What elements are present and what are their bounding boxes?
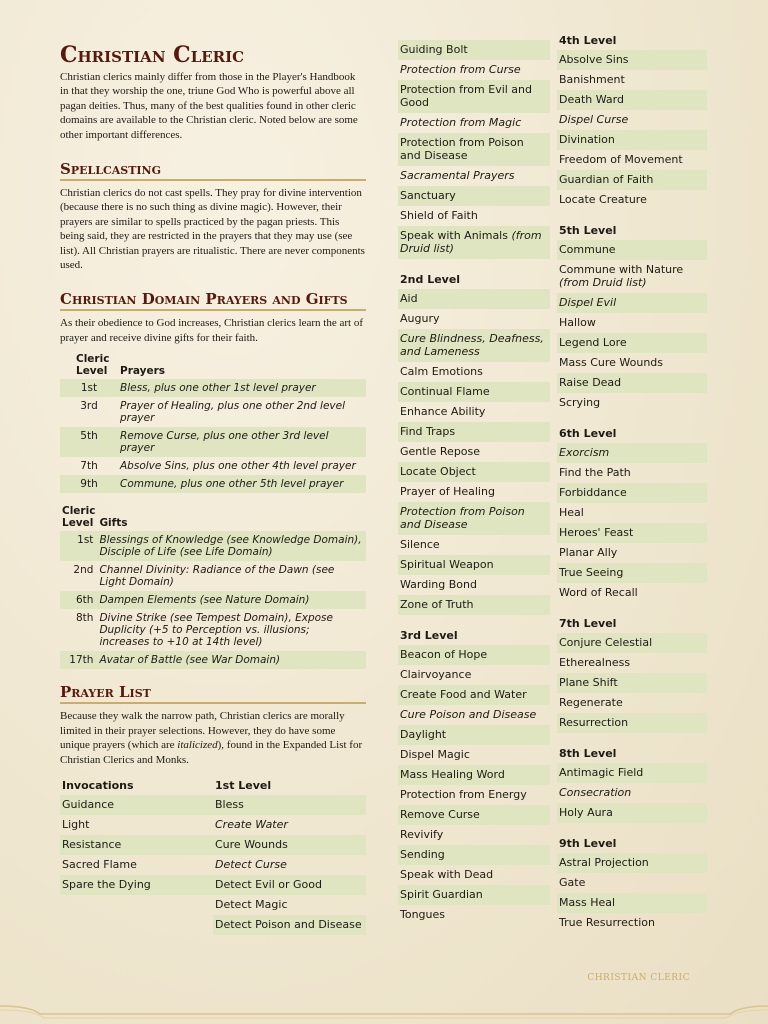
level7-list [557,617,707,733]
gifts-col-gifts: Gifts [99,517,128,530]
prayer-item-note: (from Druid list) [559,276,647,289]
level2-list [398,273,550,615]
column-3 [557,34,707,947]
prayer-item: Detect Magic [215,897,288,911]
prayer-list-text-italic: italicized [177,739,218,752]
prayer-item: Protection from Evil and Good [398,80,550,113]
gift-row [60,531,366,561]
prayer-lists [60,779,366,935]
prayer-item: Aid [398,289,550,309]
prayer-item: Zone of Truth [398,595,550,615]
prayer-item: Scrying [559,396,601,409]
prayer-item: Augury [400,312,440,325]
prayer-item: Hallow [559,316,596,329]
prayer-item: Detect Poison and Disease [213,915,366,935]
prayer-item: Detect Evil or Good [213,875,366,895]
prayer-item: Find Traps [398,422,550,442]
gift-level: 8th [75,612,94,625]
spellcasting-heading: Spellcasting [60,160,366,181]
gift-level: 2nd [73,564,94,577]
prayer-item: Protection from Energy [400,788,527,801]
spellcasting-text: Christian clerics do not cast spells. They pray for divine intervention (because there is no such thing as divine magic). However, their prayers are similar to spells practiced by the pagan priests. This being said, they are restricted in the prayers that they may use (see list). All Christian prayers are ritualistic. There are never components used. [60,187,365,272]
gift-text: Divine Strike (see Tempest Domain), Expose Duplicity (+5 to Perception vs. illusions; increases to +10 at 14th level) [99,612,333,649]
prayer-list-text [60,709,366,767]
prayer-item: Divination [557,130,707,150]
prayer-level: 7th [80,460,98,473]
prayer-item: Guiding Bolt [398,40,550,60]
prayers-col-level: Cleric Level [76,353,110,378]
prayer-item: Guardian of Faith [557,170,707,190]
prayer-item: Mass Heal [557,893,707,913]
prayer-item: Locate Creature [559,193,647,206]
prayer-item: Locate Object [398,462,550,482]
prayer-item: Calm Emotions [400,365,483,378]
prayer-item: Commune with Nature (from Druid list) [559,263,684,289]
gifts-col-level: Cleric Level [62,505,96,530]
prayer-item: Absolve Sins [557,50,707,70]
prayer-item: Dispel Evil [557,293,707,313]
prayer-item: Spirit Guardian [398,885,550,905]
prayer-item: Clairvoyance [400,668,472,681]
prayer-item: Regenerate [559,696,623,709]
list-heading: 8th Level [559,747,617,760]
prayer-item: Bless [213,795,366,815]
prayer-item: Heroes' Feast [557,523,707,543]
list-heading: 4th Level [559,34,617,47]
prayer-item: Resurrection [557,713,707,733]
prayer-item: Planar Ally [559,546,618,559]
prayer-item: Sanctuary [398,186,550,206]
domain-heading: Christian Domain Prayers and Gifts [60,290,366,311]
prayer-item: Beacon of Hope [398,645,550,665]
prayer-text: Bless, plus one other 1st level prayer [120,379,366,397]
prayer-item: Continual Flame [398,382,550,402]
level9-list [557,837,707,933]
prayer-item: Cure Poison and Disease [400,708,537,721]
level1-continued-list [398,40,550,259]
list-heading: 3rd Level [400,629,458,642]
prayer-item: Shield of Faith [400,209,478,222]
gift-row [60,591,366,609]
level3-list [398,629,550,925]
prayer-item: Sending [398,845,550,865]
prayer-item: True Seeing [557,563,707,583]
prayer-item: Speak with Animals (from Druid list) [398,226,550,259]
prayer-item: Protection from Poison and Disease [398,502,550,535]
prayer-item: Spare the Dying [60,875,213,895]
prayer-item: Legend Lore [557,333,707,353]
prayer-level: 5th [60,427,120,457]
list-heading: 9th Level [559,837,617,850]
prayer-item: Sacramental Prayers [400,169,515,182]
prayer-item: Daylight [398,725,550,745]
prayer-item: Cure Wounds [213,835,366,855]
page-border-ornament [0,984,768,1024]
gift-row [60,609,366,651]
prayer-text: Commune, plus one other 5th level prayer [120,475,366,493]
prayer-item: Guidance [60,795,213,815]
list-heading: 5th Level [559,224,617,237]
prayer-item: Speak with Dead [400,868,494,881]
prayer-list-text-b: ), found in the Expanded List for Christian Clerics and Monks. [60,739,363,766]
page-footer: CHRISTIAN CLERIC [587,973,690,983]
prayer-item: Gentle Repose [400,445,481,458]
gift-text: Dampen Elements (see Nature Domain) [99,591,366,609]
gift-row [60,651,366,669]
prayer-item: Create Water [215,817,288,831]
prayer-item: Mass Healing Word [398,765,550,785]
prayer-list-text-a: Because they walk the narrow path, Christian clerics are morally limited in their prayer selections. However, they do have some unique prayers (which are [60,710,345,752]
prayer-item: Gate [559,876,586,889]
column-1 [60,42,366,935]
level1-list [213,779,366,935]
gift-level: 1st [60,531,99,561]
prayer-item: Forbiddance [557,483,707,503]
gift-level: 6th [60,591,99,609]
invocations-list [60,779,213,935]
level6-list [557,427,707,603]
prayer-item: Raise Dead [557,373,707,393]
domain-section [60,290,366,669]
prayers-table [60,353,366,493]
prayer-item: Banishment [559,73,625,86]
spellcasting-section [60,160,366,272]
prayer-row [60,475,366,493]
domain-text: As their obedience to God increases, Christian clerics learn the art of prayer and receive divine gifts for their faith. [60,317,363,344]
level4-list [557,34,707,210]
prayer-text: Absolve Sins, plus one other 4th level prayer [120,460,356,473]
prayer-item: Exorcism [557,443,707,463]
prayer-item: Silence [400,538,440,551]
prayer-item: Detect Curse [215,857,287,871]
prayer-item: Protection from Magic [400,116,522,129]
prayer-item: Dispel Magic [400,748,470,761]
list-heading: 2nd Level [400,273,461,286]
level5-list [557,224,707,413]
prayer-item: Death Ward [557,90,707,110]
gift-text: Avatar of Battle (see War Domain) [99,651,366,669]
prayer-row [60,457,366,475]
gift-text: Channel Divinity: Radiance of the Dawn (see Light Domain) [99,564,335,589]
level8-list [557,747,707,823]
prayer-item: Cure Blindness, Deafness, and Lameness [398,329,550,362]
prayer-item: Heal [559,506,584,519]
prayer-item: Sacred Flame [62,857,137,871]
prayer-level: 3rd [80,400,98,413]
prayer-list-heading: Prayer List [60,683,366,704]
prayer-item: Spiritual Weapon [398,555,550,575]
prayer-item: Protection from Poison and Disease [398,133,550,166]
gift-level: 17th [60,651,99,669]
prayer-item: Freedom of Movement [559,153,683,166]
prayer-item: Antimagic Field [557,763,707,783]
prayer-item: Etherealness [559,656,631,669]
prayer-level: 1st [60,379,120,397]
prayer-item: Find the Path [559,466,631,479]
list-heading: 1st Level [215,778,272,792]
prayer-item: Prayer of Healing [400,485,495,498]
list-heading: 6th Level [559,427,617,440]
prayer-item-note: (from Druid list) [400,229,542,255]
list-heading: Invocations [62,778,134,792]
prayer-item: Consecration [559,786,632,799]
prayer-item: Astral Projection [557,853,707,873]
column-2 [398,40,550,939]
prayer-item: Conjure Celestial [557,633,707,653]
prayer-item: Create Food and Water [398,685,550,705]
prayer-item: Remove Curse [398,805,550,825]
prayer-item: Plane Shift [557,673,707,693]
gift-row [60,561,366,591]
prayer-row [60,427,366,457]
prayer-item: Commune [557,240,707,260]
intro-text: Christian clerics mainly differ from those in the Player's Handbook in that they worship the one, triune God Who is powerful above all pagan deities. Thus, many of the best qualities found in other cleric domains are available to the Christian cleric. Noted below are some other important differences. [60,71,358,141]
page-title: Christian Cleric [60,42,245,68]
prayer-text: Prayer of Healing, plus one other 2nd level prayer [120,400,346,425]
gift-text: Blessings of Knowledge (see Knowledge Domain), Disciple of Life (see Life Domain) [99,531,366,561]
prayer-list-section [60,683,366,935]
prayer-item: Word of Recall [559,586,638,599]
prayer-item: Resistance [60,835,213,855]
prayer-item: Protection from Curse [400,63,521,76]
prayer-item: Mass Cure Wounds [559,356,664,369]
prayer-item: Revivify [400,828,444,841]
prayer-text: Remove Curse, plus one other 3rd level prayer [120,427,366,457]
gifts-table [60,505,366,669]
prayer-item: Dispel Curse [559,113,629,126]
prayer-item: Enhance Ability [400,405,486,418]
prayer-row [60,397,366,427]
prayer-item: Tongues [400,908,446,921]
prayer-item: True Resurrection [559,916,655,929]
prayer-item: Light [62,817,90,831]
list-heading: 7th Level [559,617,617,630]
prayer-level: 9th [60,475,120,493]
prayer-row [60,379,366,397]
prayers-col-prayers: Prayers [120,365,166,378]
prayer-item: Holy Aura [557,803,707,823]
prayer-item: Warding Bond [400,578,477,591]
